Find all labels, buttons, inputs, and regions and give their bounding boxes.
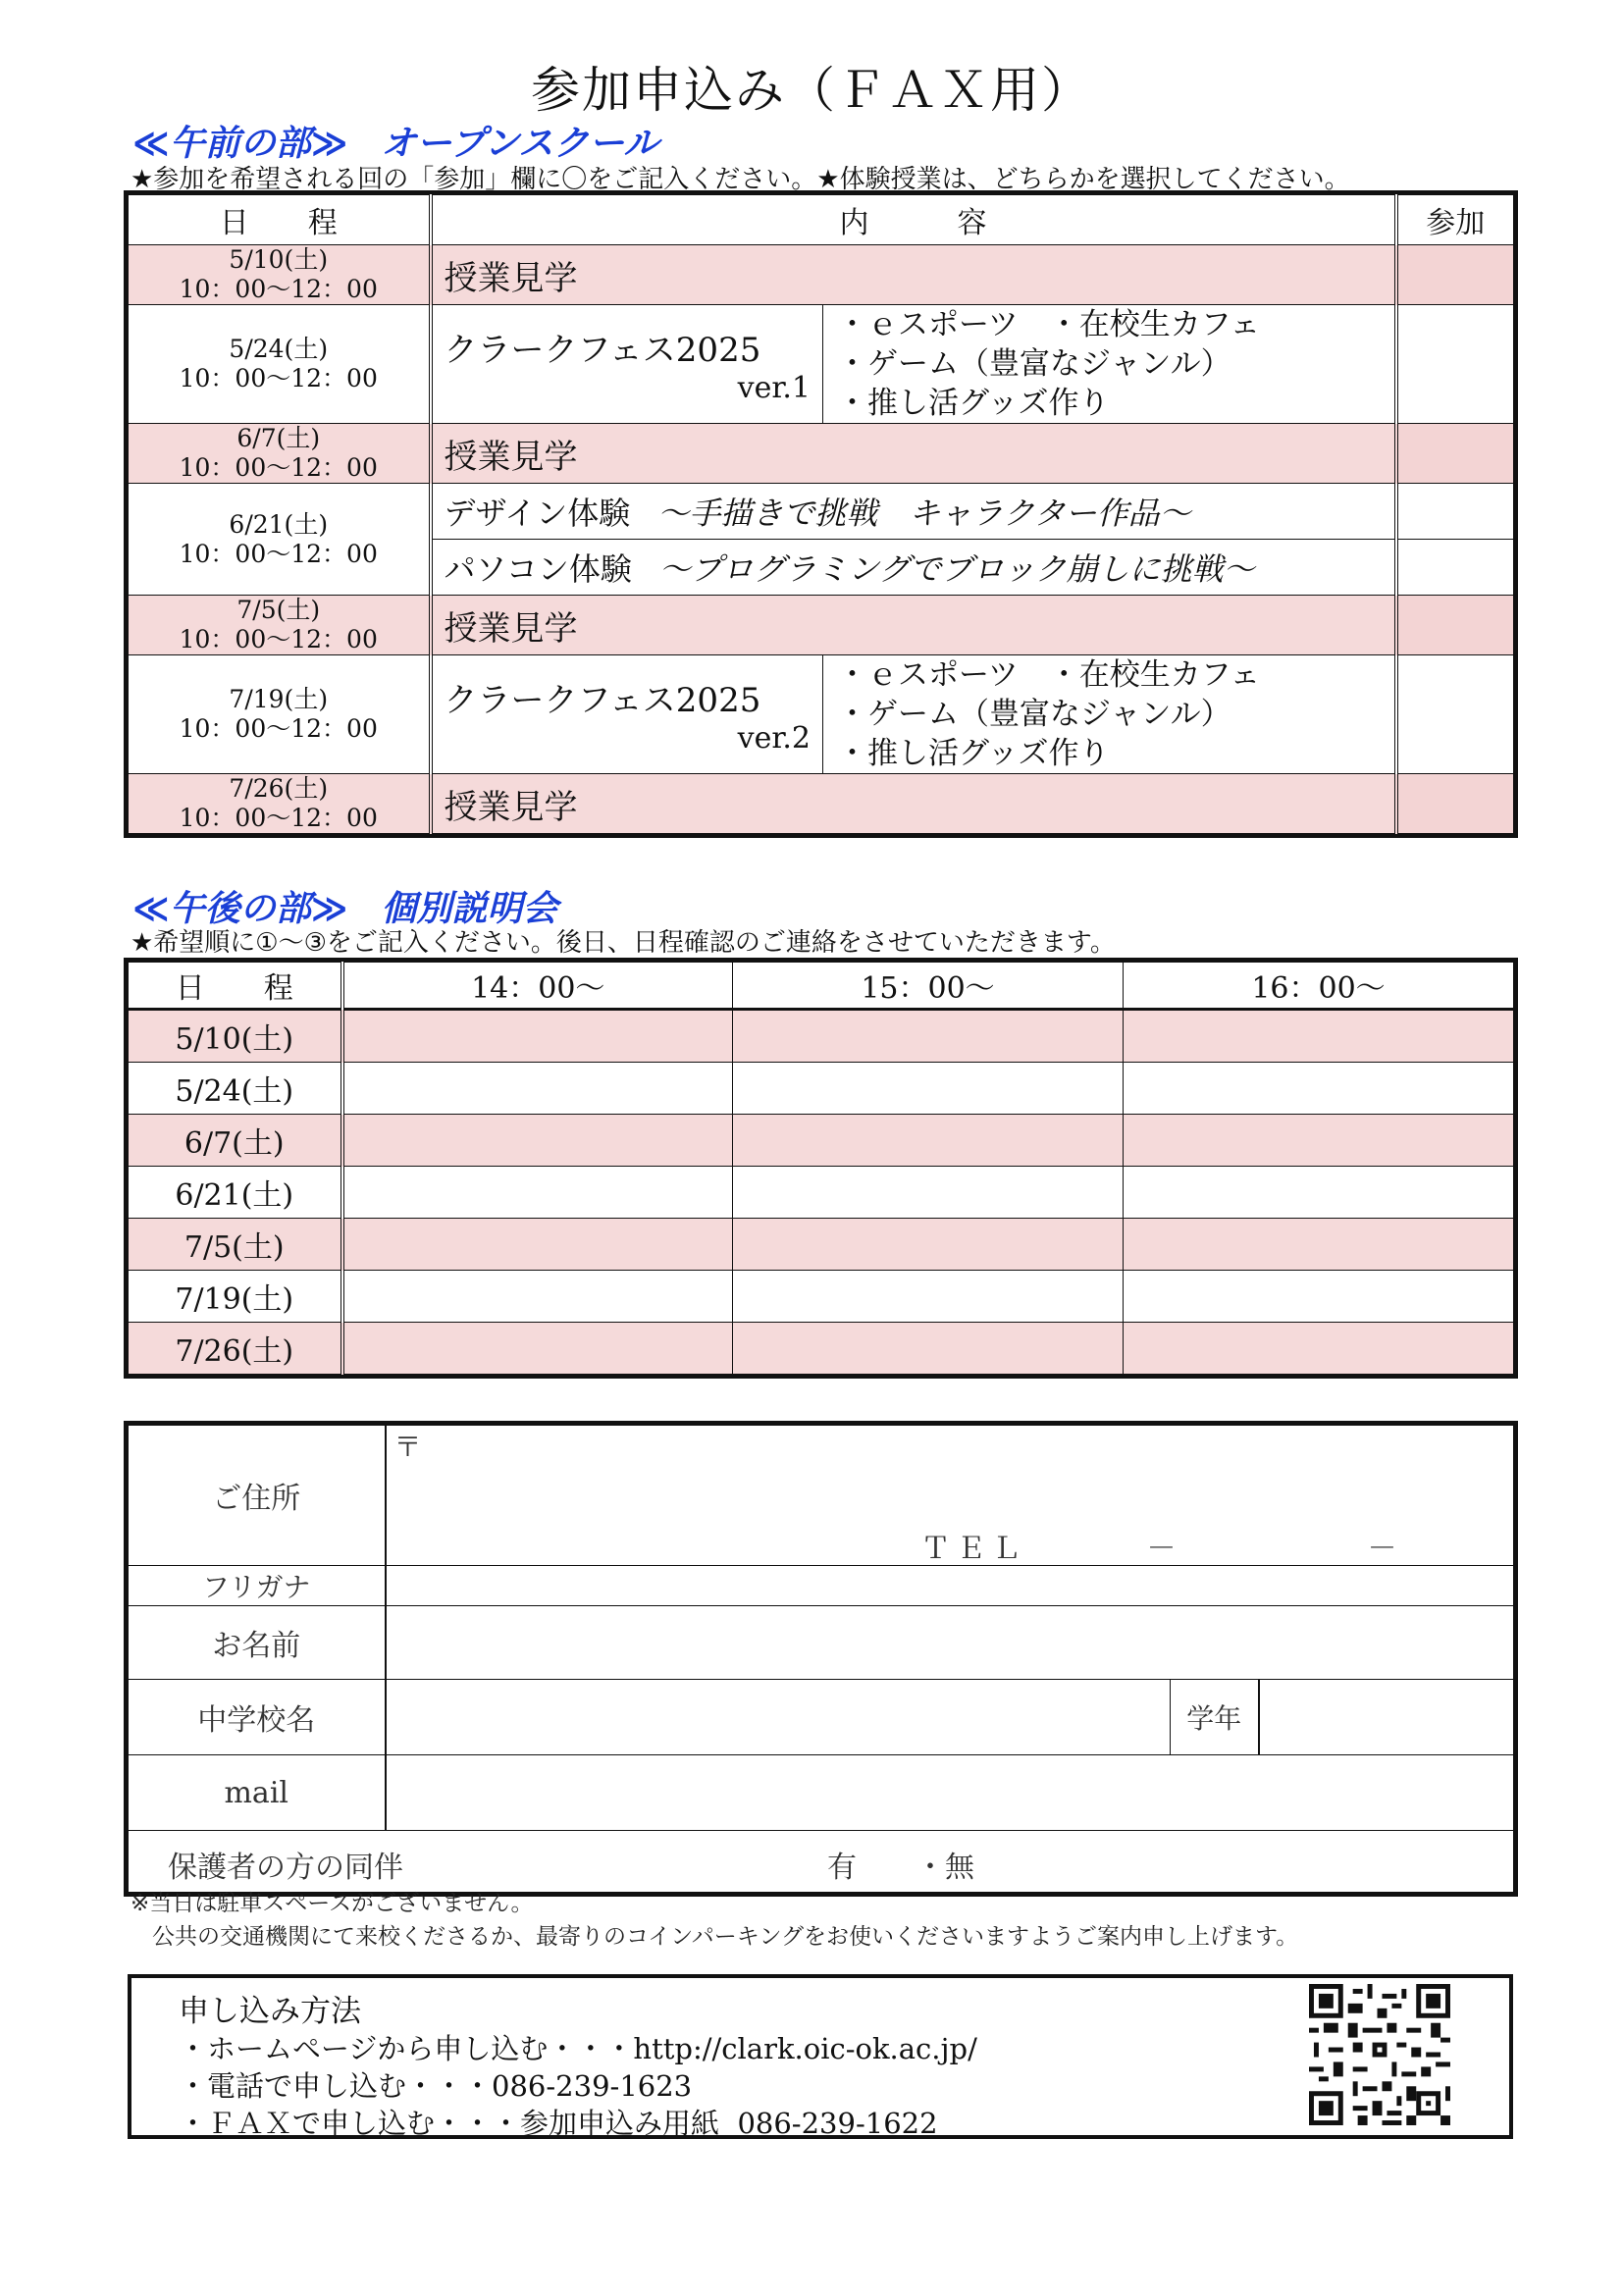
date-cell: 6/7(土) 10：00～12：00: [129, 424, 431, 484]
date-cell: 7/26(土) 10：00～12：00: [129, 774, 431, 834]
afternoon-note: ★希望順に①～③をご記入ください。後日、日程確認のご連絡をさせていただきます。: [131, 928, 1116, 958]
participate-cell[interactable]: [1396, 305, 1514, 424]
tel-label: ＴＥＬ: [920, 1532, 1027, 1566]
table-row: [129, 596, 1514, 655]
mail-label: mail: [129, 1755, 386, 1831]
grade-field[interactable]: [1259, 1680, 1514, 1755]
table-row: [129, 1167, 1514, 1219]
slot-cell[interactable]: [733, 1271, 1124, 1323]
date-cell: 5/24(土) 10：00～12：00: [129, 305, 431, 424]
name-label: お名前: [129, 1606, 386, 1680]
morning-schedule-table: [128, 194, 1514, 834]
tel-dash-2: －: [1367, 1532, 1403, 1566]
table-row: [129, 655, 1514, 774]
slot-cell[interactable]: [1124, 1271, 1514, 1323]
page-title: 参加申込み（ＦＡＸ用）: [531, 62, 1092, 119]
header-content: 内 容: [431, 195, 1396, 245]
table-row: [129, 1219, 1514, 1271]
apply-methods-box: [128, 1974, 1513, 2139]
parking-note-1: ※当日は駐車スペースがございません。: [131, 1891, 534, 1916]
event-details-cell: ・ｅスポーツ ・在校生カフェ ・ゲーム（豊富なジャンル） ・推し活グッズ作り: [823, 655, 1396, 774]
school-label: 中学校名: [129, 1680, 386, 1755]
slot-cell[interactable]: [733, 1167, 1124, 1219]
zip-mark: 〒: [393, 1431, 422, 1463]
slot-cell[interactable]: [1124, 1010, 1514, 1063]
fax-number: 086-239-1622: [737, 2107, 938, 2140]
slot-cell[interactable]: [733, 1323, 1124, 1375]
table-row: [129, 1323, 1514, 1375]
slot-cell[interactable]: [342, 1167, 733, 1219]
table-row: [129, 1271, 1514, 1323]
apply-web: ・ホームページから申し込む・・・http://clark.oic-ok.ac.jp/: [179, 2032, 977, 2065]
guardian-row: [129, 1831, 1514, 1893]
event-details-cell: ・ｅスポーツ ・在校生カフェ ・ゲーム（豊富なジャンル） ・推し活グッズ作り: [823, 305, 1396, 424]
name-field[interactable]: [386, 1606, 1514, 1680]
slot-cell[interactable]: [1124, 1063, 1514, 1115]
event-cell: クラークフェス2025 ver.1: [431, 305, 823, 424]
header-1600: 16：00～: [1124, 963, 1514, 1010]
pc-experience-cell: パソコン体験 ～プログラミングでブロック崩しに挑戦～: [431, 540, 1396, 596]
date-cell: 6/21(土): [129, 1167, 342, 1219]
slot-cell[interactable]: [733, 1010, 1124, 1063]
slot-cell[interactable]: [733, 1063, 1124, 1115]
apply-phone: ・電話で申し込む・・・086-239-1623: [179, 2069, 693, 2103]
school-field[interactable]: [386, 1680, 1171, 1755]
mail-field[interactable]: [386, 1755, 1514, 1831]
header-1400: 14：00～: [342, 963, 733, 1010]
content-cell: 授業見学: [431, 774, 1396, 834]
slot-cell[interactable]: [1124, 1323, 1514, 1375]
apply-heading: 申し込み方法: [179, 1994, 361, 2029]
table-row: [129, 1063, 1514, 1115]
table-row: [129, 1115, 1514, 1167]
slot-cell[interactable]: [733, 1115, 1124, 1167]
date-cell: 7/26(土): [129, 1323, 342, 1375]
date-cell: 6/7(土): [129, 1115, 342, 1167]
morning-note: ★参加を希望される回の「参加」欄に〇をご記入ください。★体験授業は、どちらかを選択してください。: [131, 165, 1350, 194]
participate-cell[interactable]: [1396, 245, 1514, 305]
qr-code-icon[interactable]: [1309, 1984, 1450, 2125]
web-url-link[interactable]: http://clark.oic-ok.ac.jp/: [633, 2032, 977, 2065]
slot-cell[interactable]: [342, 1063, 733, 1115]
slot-cell[interactable]: [733, 1219, 1124, 1271]
participate-cell-design[interactable]: [1396, 484, 1514, 540]
date-cell: 5/10(土): [129, 1010, 342, 1063]
slot-cell[interactable]: [342, 1219, 733, 1271]
applicant-info-table: [128, 1425, 1514, 1893]
date-cell: 7/5(土): [129, 1219, 342, 1271]
parking-note-2: 公共の交通機関にて来校くださるか、最寄りのコインパーキングをお使いくださいますようご案内申し上げます。: [152, 1924, 1299, 1950]
design-experience-cell: デザイン体験 ～手描きで挑戦 キャラクター作品～: [431, 484, 1396, 540]
slot-cell[interactable]: [1124, 1115, 1514, 1167]
header-participate: 参加: [1396, 195, 1514, 245]
slot-cell[interactable]: [1124, 1167, 1514, 1219]
event-cell: クラークフェス2025 ver.2: [431, 655, 823, 774]
slot-cell[interactable]: [342, 1115, 733, 1167]
participate-cell[interactable]: [1396, 774, 1514, 834]
participate-cell-pc[interactable]: [1396, 540, 1514, 596]
table-row: [129, 1010, 1514, 1063]
phone-number: 086-239-1623: [492, 2069, 693, 2103]
slot-cell[interactable]: [342, 1010, 733, 1063]
morning-heading-label: ≪午前の部≫: [132, 124, 348, 164]
table-row: [129, 774, 1514, 834]
furigana-field[interactable]: [386, 1566, 1514, 1606]
address-field[interactable]: [386, 1426, 1514, 1566]
content-cell: 授業見学: [431, 245, 1396, 305]
date-cell: 7/19(土): [129, 1271, 342, 1323]
afternoon-heading-label: ≪午後の部≫: [132, 889, 348, 929]
content-cell: 授業見学: [431, 596, 1396, 655]
date-cell: 7/5(土) 10：00～12：00: [129, 596, 431, 655]
slot-cell[interactable]: [342, 1271, 733, 1323]
header-date: 日 程: [129, 195, 431, 245]
participate-cell[interactable]: [1396, 596, 1514, 655]
afternoon-schedule-table: [128, 962, 1514, 1375]
header-1500: 15：00～: [733, 963, 1124, 1010]
furigana-label: フリガナ: [129, 1566, 386, 1606]
content-cell: 授業見学: [431, 424, 1396, 484]
address-label: ご住所: [129, 1426, 386, 1566]
table-row: [129, 245, 1514, 305]
date-cell: 5/24(土): [129, 1063, 342, 1115]
table-row: [129, 305, 1514, 424]
apply-fax: ・ＦＡＸで申し込む・・・参加申込み用紙 086-239-1622: [179, 2107, 938, 2140]
header-date: 日 程: [129, 963, 342, 1010]
table-row: [129, 424, 1514, 484]
date-cell: 5/10(土) 10：00～12：00: [129, 245, 431, 305]
date-cell: 7/19(土) 10：00～12：00: [129, 655, 431, 774]
tel-dash-1: －: [1146, 1532, 1182, 1566]
slot-cell[interactable]: [1124, 1219, 1514, 1271]
afternoon-subheading: 個別説明会: [381, 889, 558, 929]
morning-subheading: オープンスクール: [381, 124, 659, 164]
grade-label: 学年: [1171, 1680, 1259, 1755]
participate-cell[interactable]: [1396, 424, 1514, 484]
participate-cell[interactable]: [1396, 655, 1514, 774]
slot-cell[interactable]: [342, 1323, 733, 1375]
guardian-label: 保護者の方の同伴: [168, 1851, 403, 1885]
guardian-options[interactable]: 有 ・無: [827, 1851, 974, 1885]
table-row: [129, 484, 1514, 540]
date-cell: 6/21(土) 10：00～12：00: [129, 484, 431, 596]
